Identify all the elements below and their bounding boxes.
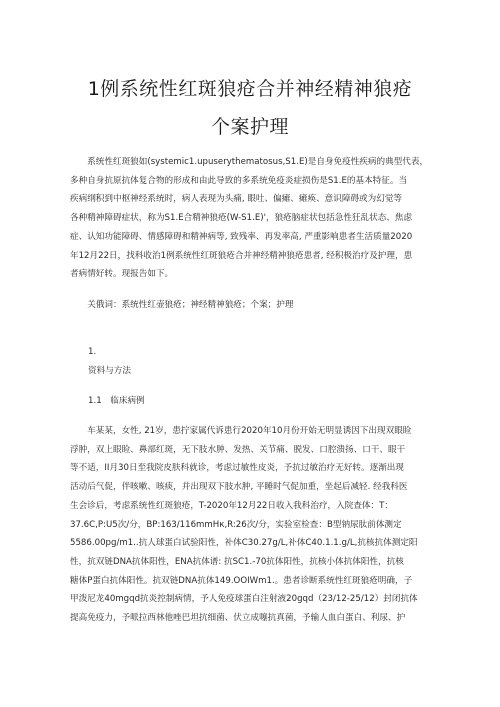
abstract-line: 症、认知功能障碍、情感障碍和精神病等, 致残率、再发率高, 严重影响患者生活质量2020 bbox=[70, 231, 413, 242]
document-title-line-1: 1例系统性红斑狼疮合并神经精神狼疮 bbox=[87, 78, 413, 100]
case-line: 37.6C,P:U5次/分，BP:163/116mmHк,R:26次/分，实验室检查：B型钠尿肽前体测定 bbox=[70, 519, 402, 530]
abstract-line: 系统性红斑狼如(systemic1.upuserythematosus,S1.E)是自身免疫性疾病的典型代表， bbox=[70, 157, 429, 167]
case-line: 生会诊后，考虑系统性红斑狼疮，T-2020年12月22日收入我科治疗，入院查体：T： bbox=[70, 500, 393, 511]
case-line: 5586.00pg/m1..抗人球蛋白试验阳性，补体C30.27g/L,补体C40.1.1.g/L,抗核抗体测定阳 bbox=[70, 538, 418, 549]
case-line: 浮肿，双上眼睑、鼻部红斑，无下肢水肿、发热、关节痛、脱发、口腔溃扬、口干、眼干 bbox=[70, 444, 406, 455]
case-line: 等不适，II月30日至我院皮肤科就诊，考虑过敏性皮炎，予抗过敏治疗无好转。逐渐出现 bbox=[70, 463, 404, 474]
keywords-line: 关俄词：系统性红壶狼疮；神经精神狼疮；个案；护理 bbox=[70, 300, 294, 310]
subsection-title: 1.1 临床病例 bbox=[88, 396, 145, 406]
abstract-line: 多种自身抗原抗体复合物的形成和由此导致的多系统免疫炎症损伤是S1.E的基本特征。当 bbox=[70, 175, 408, 186]
abstract-line: 者病情好转。现报告如下。 bbox=[70, 269, 174, 280]
case-line: 性，抗双链DNA抗体阳性，ENA抗体谱: 抗SC1.-70抗体阳性，抗核小体抗体阳性，抗核 bbox=[70, 556, 404, 567]
case-line: 活动后气促，伴咳嗽、咳痰，并出现双下肢水肿, 平睡时气促加重，坐起后减轻. 经我科医 bbox=[70, 482, 408, 493]
abstract-line: 疾病纲积到中枢神经系统时，病人表现为头痛, 眼吐、偏瘫、瘫痪、意识障碍或为幻觉等 bbox=[70, 194, 403, 205]
case-line: 糖体P蛋白抗体阳性。抗双链DNA抗体149.OOIWm1.。患者诊断系统性红斑狼疮明确，子 bbox=[70, 575, 413, 586]
section-number: 1. bbox=[88, 347, 97, 357]
abstract-paragraph bbox=[70, 153, 434, 284]
case-paragraph bbox=[70, 422, 434, 628]
case-line: 提高免疫力，予哌拉西林他唑巴坦抗细菌、伏立成噻抗真菌，予输人血白蛋白、利尿、护 bbox=[70, 613, 406, 624]
case-line: 车某某，女性, 21岁，患拧家属代诉患行2020年10月份开始无明显诱因下出现双眼睑 bbox=[70, 426, 412, 436]
case-line: 甲泼尼龙40mgqd抗炎控制病情，予人免疫球蛋白注射液20gqd（23/12-25/12）封闭抗体 bbox=[70, 594, 418, 605]
document-title-line-2: 个案护理 bbox=[210, 116, 289, 138]
abstract-line: 年12月22日，找科收治1例系统性红斑狼疮合并神经精神狼疮患者, 经积极治疗及护理，患 bbox=[70, 250, 413, 261]
abstract-line: 各种精神障碍症状，称为S1.E合精神狼疮(W-S1.E)'，狼疮脑症状包括急性狂乱状态、焦虑 bbox=[70, 213, 413, 224]
section-title: 资料与方法 bbox=[88, 366, 131, 376]
